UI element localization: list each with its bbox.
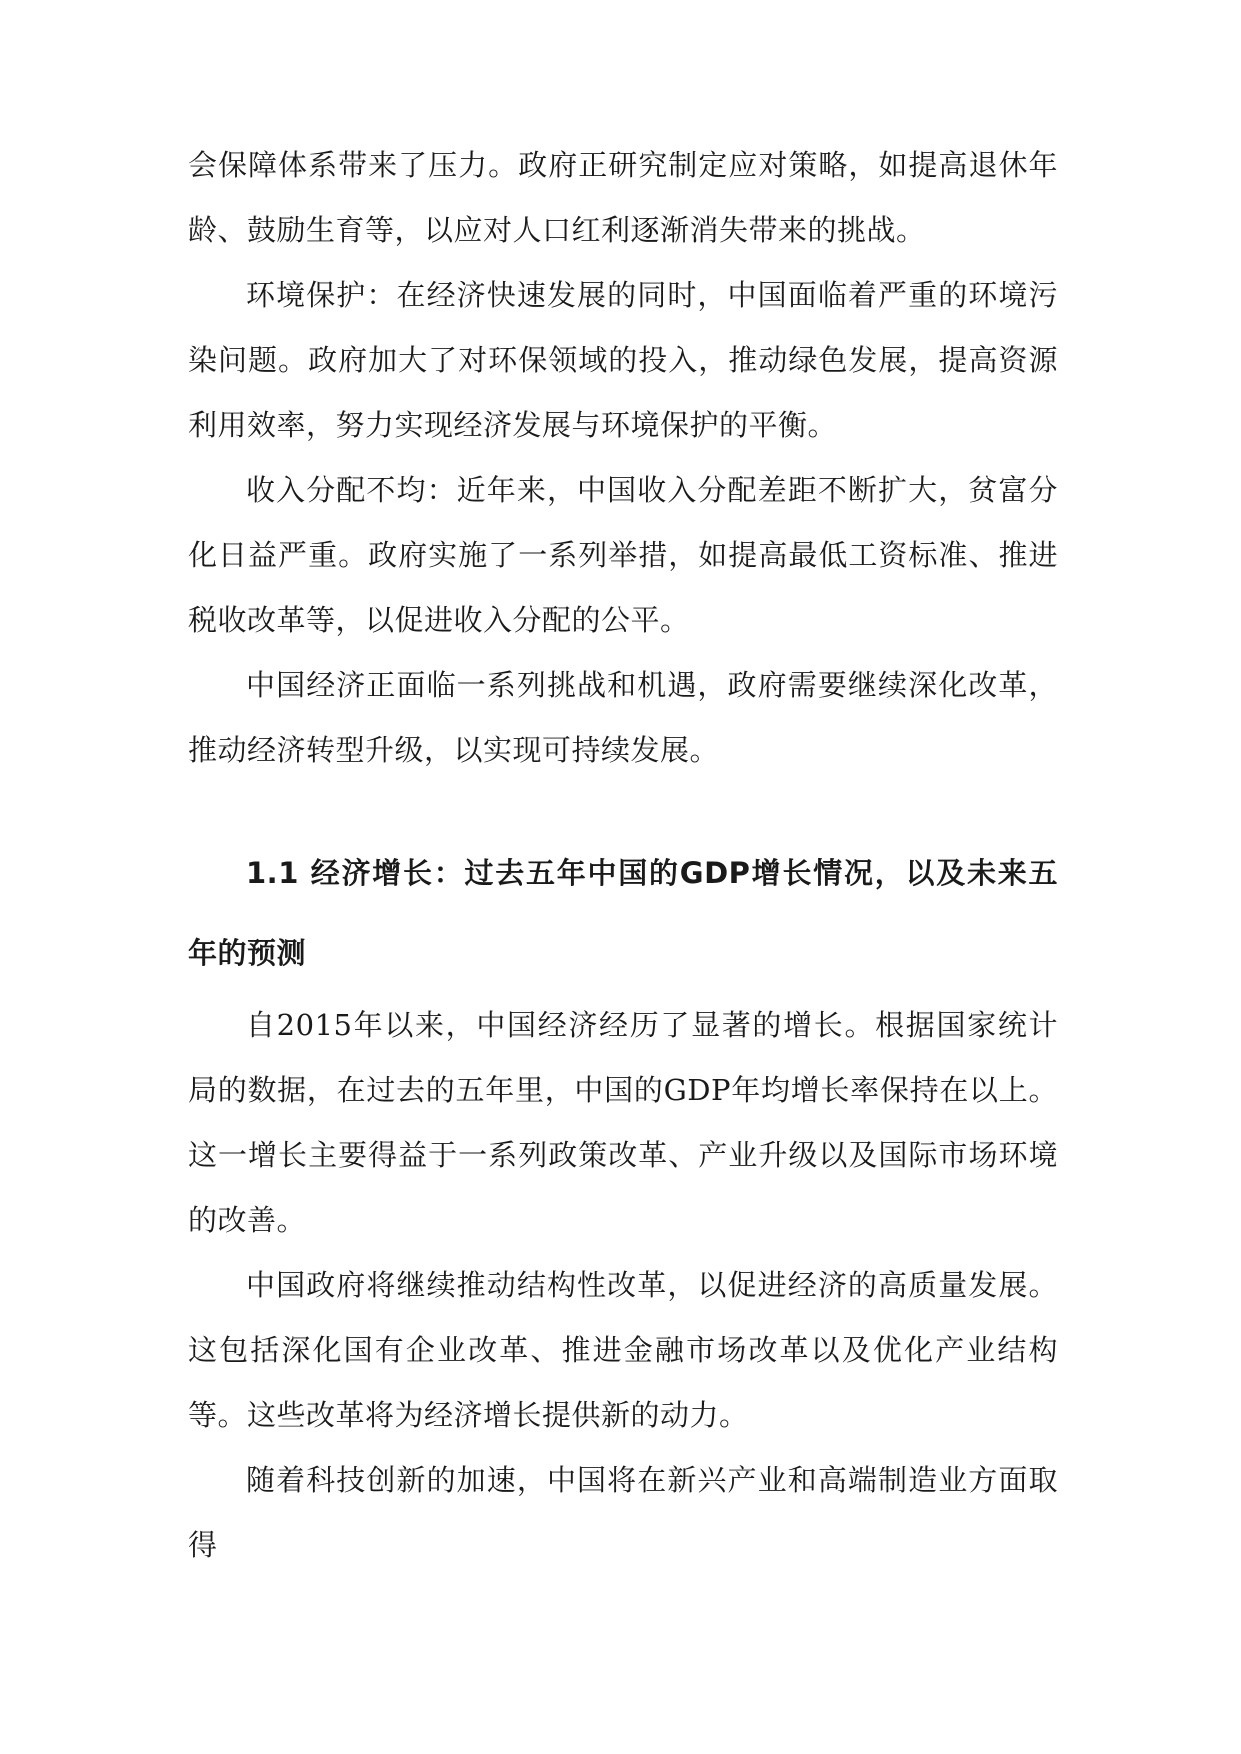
paragraph-environment: 环境保护：在经济快速发展的同时，中国面临着严重的环境污染问题。政府加大了对环保领域的投入，推动绿色发展，提高资源利用效率，努力实现经济发展与环境保护的平衡。 <box>188 278 1058 442</box>
paragraph-summary: 中国经济正面临一系列挑战和机遇，政府需要继续深化改革，推动经济转型升级，以实现可持续发展。 <box>188 668 1058 767</box>
paragraph-income-distribution: 收入分配不均：近年来，中国收入分配差距不断扩大，贫富分化日益严重。政府实施了一系列举措，如提高最低工资标准、推进税收改革等，以促进收入分配的公平。 <box>188 473 1058 637</box>
paragraph-structural-reform: 中国政府将继续推动结构性改革，以促进经济的高质量发展。这包括深化国有企业改革、推进金融市场改革以及优化产业结构等。这些改革将为经济增长提供新的动力。 <box>188 1268 1058 1432</box>
paragraph-social-security: 会保障体系带来了压力。政府正研究制定应对策略，如提高退休年龄、鼓励生育等，以应对人口红利逐渐消失带来的挑战。 <box>188 148 1058 247</box>
document-body <box>188 133 1058 1578</box>
section-heading: 1.1 经济增长：过去五年中国的GDP增长情况，以及未来五年的预测 <box>188 856 1058 970</box>
paragraph-tech-innovation: 随着科技创新的加速，中国将在新兴产业和高端制造业方面取得 <box>188 1463 1058 1562</box>
paragraph-gdp-growth: 自2015年以来，中国经济经历了显著的增长。根据国家统计局的数据，在过去的五年里，中国的GDP年均增长率保持在以上。这一增长主要得益于一系列政策改革、产业升级以及国际市场环境的改善。 <box>188 1008 1058 1237</box>
